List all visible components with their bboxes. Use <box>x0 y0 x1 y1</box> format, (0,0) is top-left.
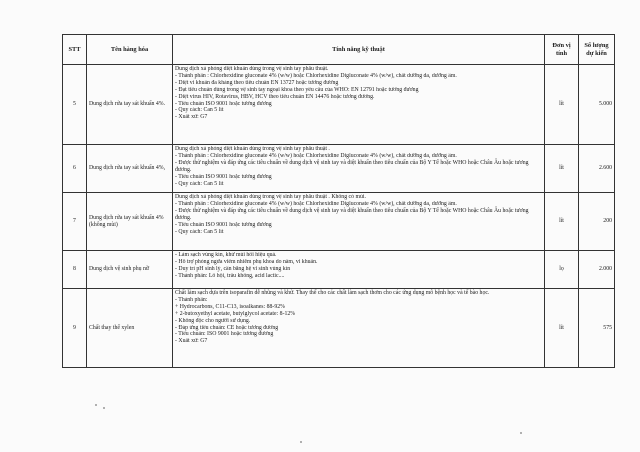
spec-line: - Tiêu chuẩn: ISO 9001 hoặc tương đương <box>175 331 274 338</box>
table-row <box>63 145 615 193</box>
row-qty: 5.000 <box>579 65 615 145</box>
row-unit: lít <box>545 289 579 368</box>
spec-line: - Thành phần : Chlorhexidine gluconate 4% (w/w) hoặc Chlorhexidine Digluconate 4% (w/w), chất dưỡng da, dưỡng ẩm. <box>175 200 457 207</box>
row-unit: lít <box>545 65 579 145</box>
row-name: Dung dịch rửa tay sát khuẩn 4% (không mùi) <box>87 193 173 251</box>
scan-speck <box>300 441 302 443</box>
spec-line: - Tiêu chuẩn ISO 9001 hoặc tương đương <box>175 173 272 180</box>
spec-line: - Quy cách: Can 5 lít <box>175 228 224 235</box>
spec-line: - Được thử nghiệm và đáp ứng các tiêu chuẩn về dung dịch vệ sinh tay và diệt khuẩn theo tiêu chuẩn của Bộ Y Tế hoặc WHO hoặc Châu Âu hoặc tương đương. <box>175 159 529 173</box>
spec-line: - Diệt virus HIV, Rotavirus, HBV, HCV theo tiêu chuẩn EN 14476 hoặc tương đương. <box>175 93 375 100</box>
header-stt: STT <box>63 35 87 65</box>
spec-line: - Không độc cho người sử dụng. <box>175 317 251 324</box>
spec-line: - Tiêu chuẩn ISO 9001 hoặc tương đương <box>175 221 272 228</box>
spec-line: + Hydrocarbons, C11-C13, isoalkanes: 88-92% <box>175 303 285 310</box>
spec-line: + 2-butoxyethyl acetate, butylglycol acetate: 8-12% <box>175 310 296 317</box>
row-name: Dung dịch rửa tay sát khuẩn 4%. <box>87 65 173 145</box>
spec-line: - Thành phần : Chlorhexidine gluconate 4% (w/w) hoặc Chlorhexidine Digluconate 4% (w/w), chất dưỡng da, dưỡng ẩm. <box>175 72 457 79</box>
spec-line: - Xuất xứ: G7 <box>175 338 208 345</box>
header-unit: Đơn vị tính <box>545 35 579 65</box>
row-qty: 200 <box>579 193 615 251</box>
row-stt: 8 <box>63 251 87 289</box>
row-qty: 575 <box>579 289 615 368</box>
spec-line: - Làm sạch vùng kín, khử mùi hôi hiệu quả. <box>175 252 277 258</box>
row-stt: 9 <box>63 289 87 368</box>
table-row <box>63 193 615 251</box>
spec-line: Dung dịch xà phòng diệt khuẩn dùng trong vệ sinh tay phẫu thuật . Không có mùi. <box>175 194 366 200</box>
row-name: Chất thay thế xylen <box>87 289 173 368</box>
row-stt: 7 <box>63 193 87 251</box>
table-row <box>63 65 615 145</box>
table-header-row <box>63 35 615 65</box>
row-spec <box>173 65 545 145</box>
spec-line: - Duy trì pH sinh lý, cân bằng hệ vi sinh vùng kín <box>175 265 291 272</box>
spec-line: - Thành phần : Chlorhexidine gluconate 4% (w/w) hoặc Chlorhexidine Digluconate 4% (w/w), chất dưỡng da, dưỡng ẩm. <box>175 152 457 159</box>
spec-line: - Thành phần: <box>175 296 208 303</box>
row-qty: 2.600 <box>579 145 615 193</box>
spec-line: Dung dịch xà phòng diệt khuẩn dùng trong vệ sinh tay phẫu thuật. <box>175 66 329 72</box>
scan-speck <box>95 404 97 406</box>
row-spec <box>173 145 545 193</box>
spec-line: - Hỗ trợ phòng ngừa viêm nhiễm phụ khoa do nấm, vi khuẩn. <box>175 258 318 265</box>
spec-line: - Đạt tiêu chuẩn dùng trong vệ sinh tay ngoại khoa theo yêu cầu của WHO: EN 12791 hoặc tương đương <box>175 86 419 93</box>
spec-line: Dung dịch xà phòng diệt khuẩn dùng trong vệ sinh tay phẫu thuật . <box>175 146 330 152</box>
scan-speck <box>520 432 522 434</box>
spec-line: - Thành phần: Lô hội, trầu không, acid lactic.... <box>175 272 285 279</box>
row-stt: 5 <box>63 65 87 145</box>
spec-line: - Tiêu chuẩn ISO 9001 hoặc tương đương <box>175 100 272 107</box>
row-qty: 2.000 <box>579 251 615 289</box>
spec-line: Chất làm sạch dựa trên isoparafin dễ nhũng và khử. Thay thế cho các chất làm sạch thơm cho các ứng dụng mô bệnh học và tế bào học. <box>175 290 490 296</box>
spec-line: - Diệt vi khuẩn đa kháng theo tiêu chuẩn EN 13727 hoặc tương đương <box>175 79 339 86</box>
row-name: Dung dịch rửa tay sát khuẩn 4%, <box>87 145 173 193</box>
row-unit: lít <box>545 145 579 193</box>
row-spec <box>173 289 545 368</box>
spec-line: - Đáp ứng tiêu chuẩn: CE hoặc tương đương <box>175 324 279 331</box>
header-spec: Tính năng kỹ thuật <box>173 35 545 65</box>
spec-line: - Xuất xứ: G7 <box>175 114 208 121</box>
row-unit: lít <box>545 193 579 251</box>
spec-line: - Được thử nghiệm và đáp ứng các tiêu chuẩn về dung dịch vệ sinh tay và diệt khuẩn theo tiêu chuẩn của Bộ Y Tế hoặc WHO hoặc Châu Âu hoặc tương đương. <box>175 207 529 221</box>
table-row <box>63 289 615 368</box>
row-spec <box>173 193 545 251</box>
spec-line: - Quy cách: Can 5 lít <box>175 107 224 114</box>
product-spec-table <box>62 34 615 368</box>
row-name: Dung dịch vệ sinh phụ nữ <box>87 251 173 289</box>
row-spec <box>173 251 545 289</box>
row-unit: lọ <box>545 251 579 289</box>
scan-speck <box>103 407 105 409</box>
spec-line: - Quy cách: Can 5 lít <box>175 180 224 187</box>
table-row <box>63 251 615 289</box>
row-stt: 6 <box>63 145 87 193</box>
header-qty: Số lượng dự kiến <box>579 35 615 65</box>
header-name: Tên hàng hóa <box>87 35 173 65</box>
